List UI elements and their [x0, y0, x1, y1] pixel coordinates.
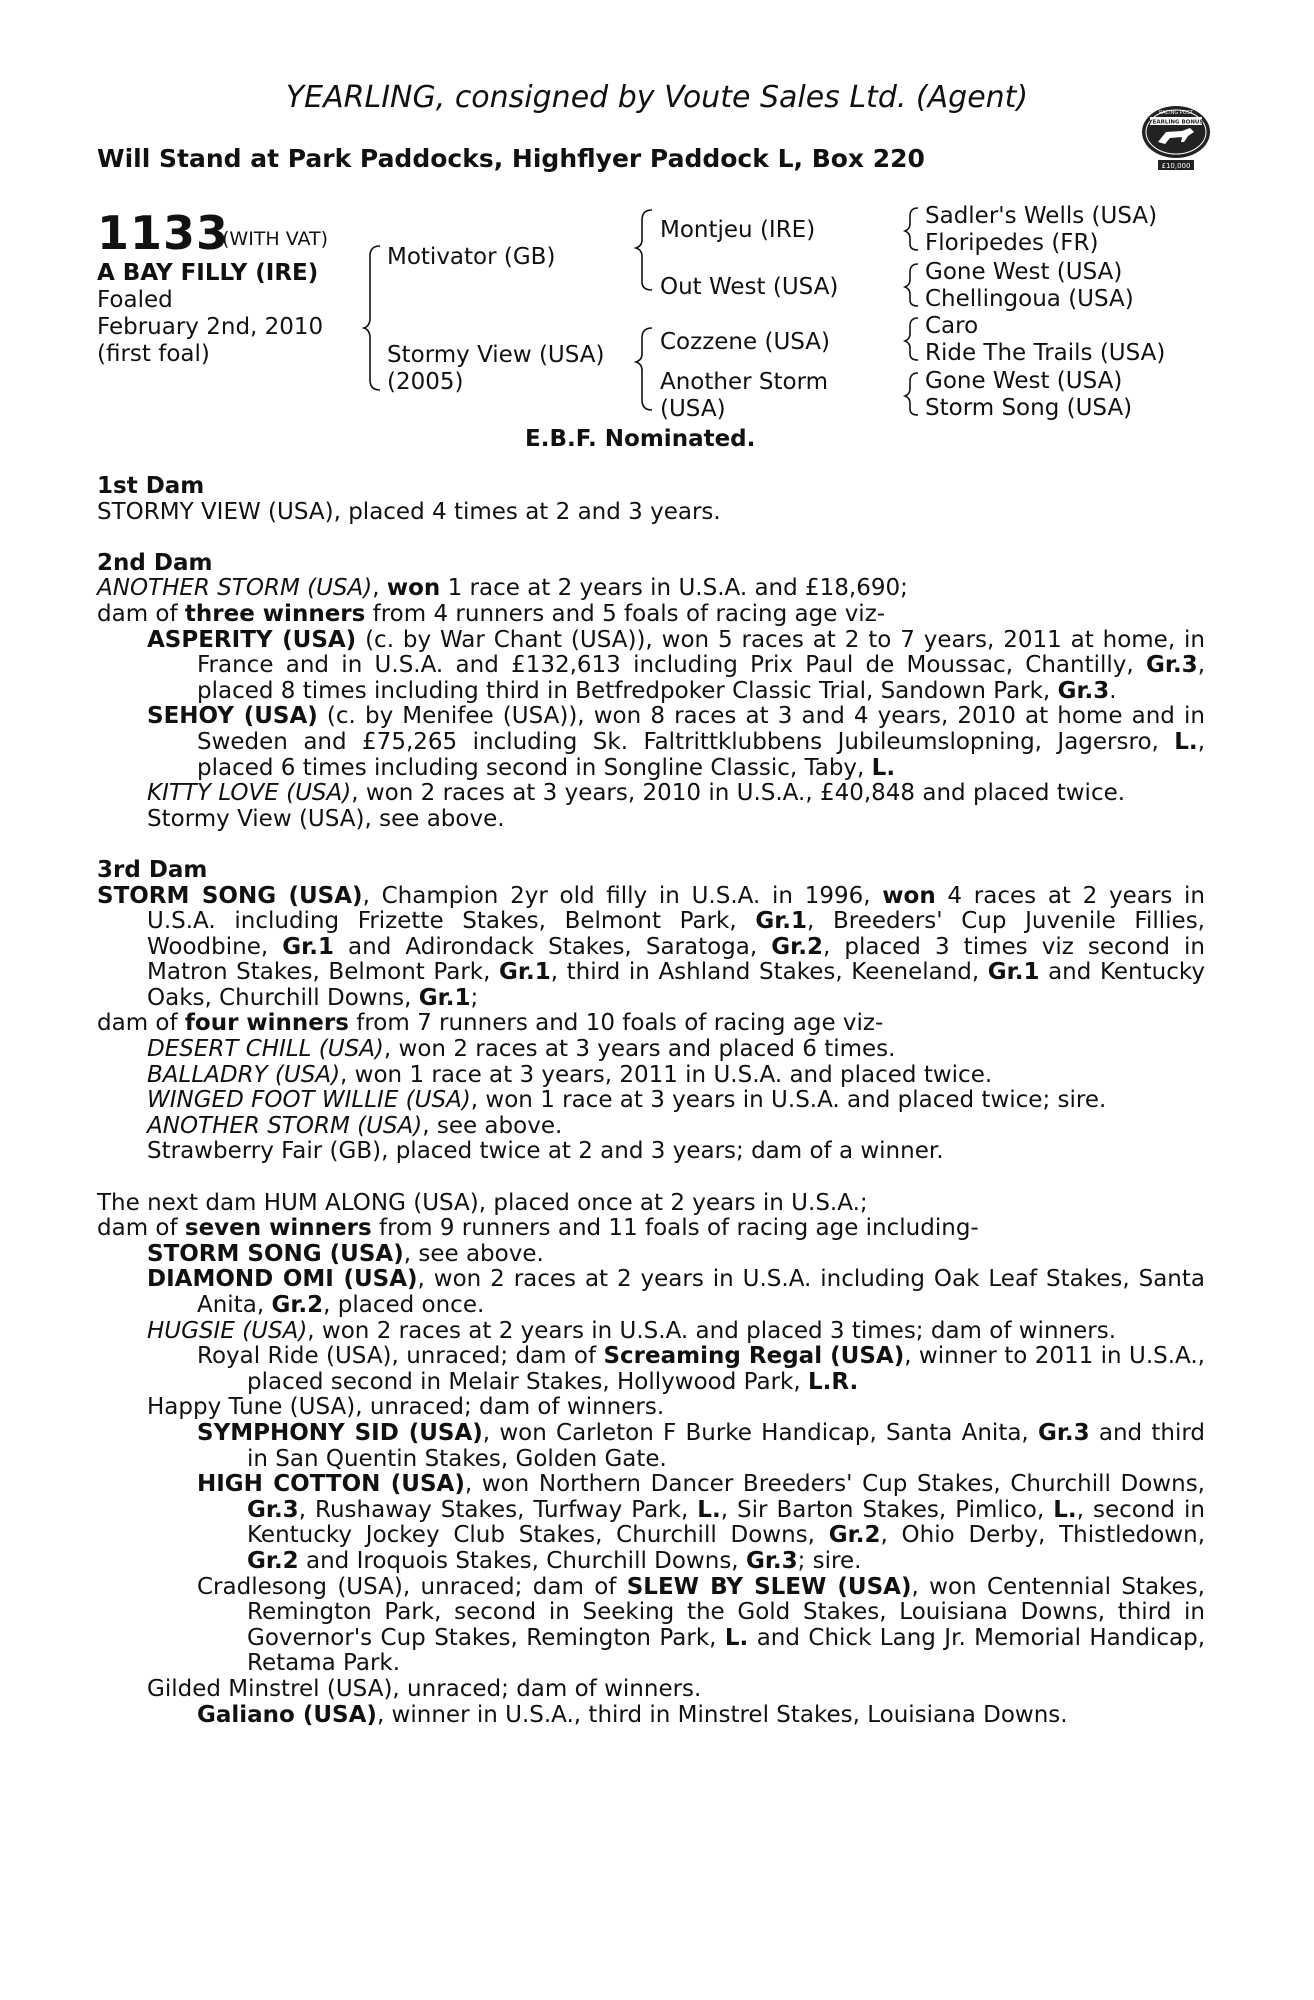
runner-sehoy: SEHOY (USA) (c. by Menifee (USA)), won 8 races at 3 and 4 years, 2010 at home and in Sweden and £75,265 including Sk. Faltrittklubbens Jubileumslopning, Jagersro, L., placed 6 times including second in Songline Classic, Taby, L. — [147, 703, 1205, 781]
runner-symphony-sid: SYMPHONY SID (USA), won Carleton F Burke Handicap, Santa Anita, Gr.3 and third in San Quentin Stakes, Golden Gate. — [197, 1419, 1206, 1472]
stand-location: Will Stand at Park Paddocks, Highflyer Paddock L, Box 220 — [97, 144, 925, 173]
badge-line2: YEARLING BONUS — [1148, 119, 1204, 126]
ped-sds: Gone West (USA) — [925, 259, 1123, 285]
runner-balladry: BALLADRY (USA), won 1 race at 3 years, 2011 in U.S.A. and placed twice. — [147, 1061, 993, 1088]
third-dam-line: STORM SONG (USA), Champion 2yr old filly in U.S.A. in 1996, won 4 races at 2 years in U.S.A. including Frizette Stakes, Belmont Park, Gr.1, Breeders' Cup Juvenile Fillies, Woodbine, Gr.1 and Adirondack Stakes, Saratoga, Gr.2, placed 3 times viz second in Matron Stakes, Belmont Park, Gr.1, third in Ashland Stakes, Keeneland, Gr.1 and Kentucky Oaks, Churchill Downs, Gr.1; — [97, 882, 1205, 1011]
runner-kitty-love: KITTY LOVE (USA), won 2 races at 3 years, 2010 in U.S.A., £40,848 and placed twice. — [147, 780, 1126, 807]
runner-winged-foot-willie: WINGED FOOT WILLIE (USA), won 1 race at 3 years in U.S.A. and placed twice; sire. — [147, 1087, 1107, 1114]
runner-royal-ride: Royal Ride (USA), unraced; dam of Screaming Regal (USA), winner to 2011 in U.S.A., placed second in Melair Stakes, Hollywood Park, L.R. — [197, 1343, 1205, 1395]
second-dam-heading: 2nd Dam — [97, 549, 213, 576]
foaled-label: Foaled — [97, 287, 173, 313]
runner-storm-song: STORM SONG (USA), see above. — [147, 1240, 544, 1267]
runner-high-cotton: HIGH COTTON (USA), won Northern Dancer Breeders' Cup Stakes, Churchill Downs, Gr.3, Rushaway Stakes, Turfway Park, L., Sir Barton Stakes, Pimlico, L., second in Kentucky Jockey Club Stakes, Churchill Downs, Gr.2, Ohio Derby, Thistledown, Gr.2 and Iroquois Stakes, Churchill Downs, Gr.3; sire. — [197, 1471, 1206, 1574]
ped-ddd: Storm Song (USA) — [925, 395, 1133, 421]
dam: Stormy View (USA) — [387, 342, 605, 368]
dam-of-dam-line2: (USA) — [660, 396, 726, 422]
sire-of-dam: Cozzene (USA) — [660, 329, 831, 355]
ped-dds: Gone West (USA) — [925, 368, 1123, 394]
badge-line1: RACING POST — [1159, 110, 1193, 116]
runner-strawberry-fair: Strawberry Fair (GB), placed twice at 2 and 3 years; dam of a winner. — [147, 1138, 944, 1165]
foaled-date: February 2nd, 2010 — [97, 314, 324, 340]
runner-another-storm: ANOTHER STORM (USA), see above. — [147, 1112, 563, 1139]
next-dam-line: The next dam HUM ALONG (USA), placed once at 2 years in U.S.A.; — [97, 1189, 868, 1216]
dam-of-dam-line1: Another Storm — [660, 369, 829, 395]
second-dam-line: ANOTHER STORM (USA), won 1 race at 2 years in U.S.A. and £18,690; — [97, 575, 908, 602]
runner-asperity: ASPERITY (USA) (c. by War Chant (USA)), won 5 races at 2 to 7 years, 2011 at home, in France and in U.S.A. and £132,613 including Prix Paul de Moussac, Chantilly, Gr.3, placed 8 times including third in Betfredpoker Classic Trial, Sandown Park, Gr.3. — [147, 626, 1205, 704]
ped-dsd: Ride The Trails (USA) — [925, 340, 1166, 366]
ebf-nominated: E.B.F. Nominated. — [525, 426, 756, 452]
catalogue-header: YEARLING, consigned by Voute Sales Ltd. (Agent) — [285, 80, 1029, 115]
first-foal-note: (first foal) — [97, 341, 210, 367]
runner-gilded-minstrel: Gilded Minstrel (USA), unraced; dam of winners. — [147, 1675, 702, 1702]
runner-stormy-view: Stormy View (USA), see above. — [147, 805, 505, 832]
third-dam-heading: 3rd Dam — [97, 856, 208, 883]
runner-hugsie: HUGSIE (USA), won 2 races at 2 years in U.S.A. and placed 3 times; dam of winners. — [147, 1317, 1117, 1344]
runner-happy-tune: Happy Tune (USA), unraced; dam of winners. — [147, 1394, 665, 1421]
sire: Motivator (GB) — [387, 244, 556, 270]
runner-cradlesong: Cradlesong (USA), unraced; dam of SLEW BY SLEW (USA), won Centennial Stakes, Remington Park, second in Seeking the Gold Stakes, Louisiana Downs, third in Governor's Cup Stakes, Remington Park, L. and Chick Lang Jr. Memorial Handicap, Retama Park. — [197, 1573, 1205, 1677]
ped-sss: Sadler's Wells (USA) — [925, 203, 1158, 229]
dam-of-sire: Out West (USA) — [660, 274, 839, 300]
first-dam-heading: 1st Dam — [97, 473, 205, 499]
runner-diamond-omi: DIAMOND OMI (USA), won 2 races at 2 years in U.S.A. including Oak Leaf Stakes, Santa Anita, Gr.2, placed once. — [147, 1266, 1205, 1318]
first-dam-text: STORMY VIEW (USA), placed 4 times at 2 and 3 years. — [97, 498, 721, 525]
ped-dss: Caro — [925, 313, 979, 339]
dam-year: (2005) — [387, 369, 464, 395]
lot-number: 1133 — [97, 206, 230, 260]
third-dam-produce: dam of four winners from 7 runners and 10 foals of racing age viz- — [97, 1010, 884, 1037]
badge-amount: £10,000 — [1161, 162, 1191, 170]
runner-galiano: Galiano (USA), winner in U.S.A., third in Minstrel Stakes, Louisiana Downs. — [197, 1701, 1068, 1728]
runner-desert-chill: DESERT CHILL (USA), won 2 races at 3 years and placed 6 times. — [147, 1036, 896, 1063]
second-dam-produce: dam of three winners from 4 runners and 5 foals of racing age viz- — [97, 600, 886, 627]
next-dam-produce: dam of seven winners from 9 runners and 11 foals of racing age including- — [97, 1215, 979, 1242]
dam-line-text — [97, 474, 1205, 1728]
sire-of-sire: Montjeu (IRE) — [660, 217, 816, 243]
vat-note: (WITH VAT) — [222, 228, 329, 250]
ped-sdd: Chellingoua (USA) — [925, 286, 1134, 312]
ped-ssd: Floripedes (FR) — [925, 230, 1099, 256]
lot-name: A BAY FILLY (IRE) — [97, 260, 319, 286]
